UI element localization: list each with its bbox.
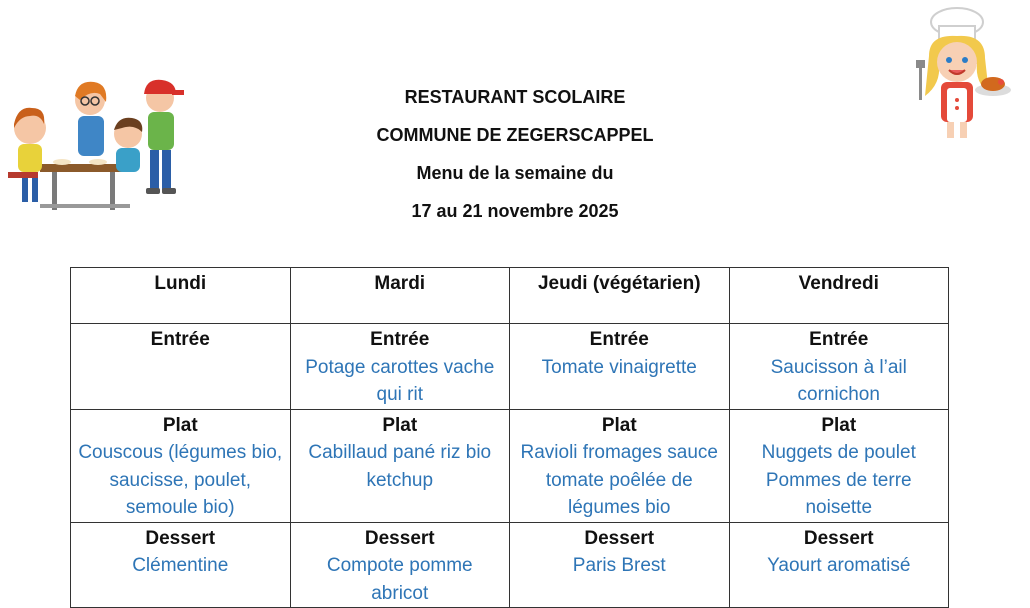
header-restaurant: RESTAURANT SCOLAIRE (404, 87, 626, 107)
course-label: Plat (601, 414, 637, 436)
menu-cell (290, 409, 510, 522)
children-eating-illustration (0, 72, 190, 217)
dish-text: Paris Brest (572, 555, 666, 576)
menu-header (300, 78, 730, 230)
weekly-menu-table (70, 267, 949, 608)
day-vendredi: Vendredi (729, 268, 949, 324)
day-lundi: Lundi (71, 268, 291, 324)
course-label: Dessert (584, 527, 655, 549)
menu-cell (71, 409, 291, 522)
dish-text: Couscous (légumes bio, saucisse, poulet, semoule bio) (78, 442, 283, 518)
menu-cell (729, 522, 949, 608)
day-mardi: Mardi (290, 268, 510, 324)
dish-text: Tomate vinaigrette (541, 356, 697, 378)
dish-text: Cabillaud pané riz bio ketchup (308, 442, 492, 491)
course-label: Entrée (370, 329, 430, 350)
menu-cell (71, 522, 291, 608)
day-header-row (71, 268, 949, 324)
course-label: Plat (821, 414, 857, 436)
course-label: Dessert (364, 527, 435, 549)
chef-girl-illustration (905, 4, 1017, 142)
menu-cell (729, 409, 949, 522)
course-label: Entrée (809, 329, 869, 350)
header-week-label: Menu de la semaine du (416, 163, 614, 183)
header-commune: COMMUNE DE ZEGERSCAPPEL (376, 125, 654, 145)
header-date-range: 17 au 21 novembre 2025 (411, 201, 619, 221)
menu-cell (510, 324, 730, 410)
dish-text: Yaourt aromatisé (767, 555, 911, 576)
menu-cell (729, 324, 949, 410)
course-label: Entrée (589, 329, 649, 350)
menu-cell (71, 324, 291, 410)
table-top (40, 164, 125, 172)
dish-text: Ravioli fromages sauce tomate poêlée de légumes bio (520, 442, 718, 518)
dish-text: Compote pomme abricot (326, 555, 473, 604)
plat-row (71, 409, 949, 522)
day-jeudi: Jeudi (végétarien) (510, 268, 730, 324)
menu-cell (290, 324, 510, 410)
course-label: Dessert (145, 527, 216, 549)
menu-cell (290, 522, 510, 608)
dessert-row (71, 522, 949, 608)
menu-cell (510, 522, 730, 608)
course-label: Plat (162, 414, 198, 436)
menu-cell (510, 409, 730, 522)
dish-text: Potage carottes vache qui rit (305, 356, 495, 405)
course-label: Entrée (150, 329, 210, 350)
dish-text: Clémentine (132, 555, 229, 576)
entree-row (71, 324, 949, 410)
course-label: Dessert (803, 527, 874, 549)
dish-text: Saucisson à l’ail cornichon (770, 356, 907, 405)
dish-text: Nuggets de poulet Pommes de terre noisette (761, 442, 916, 518)
course-label: Plat (382, 414, 418, 436)
